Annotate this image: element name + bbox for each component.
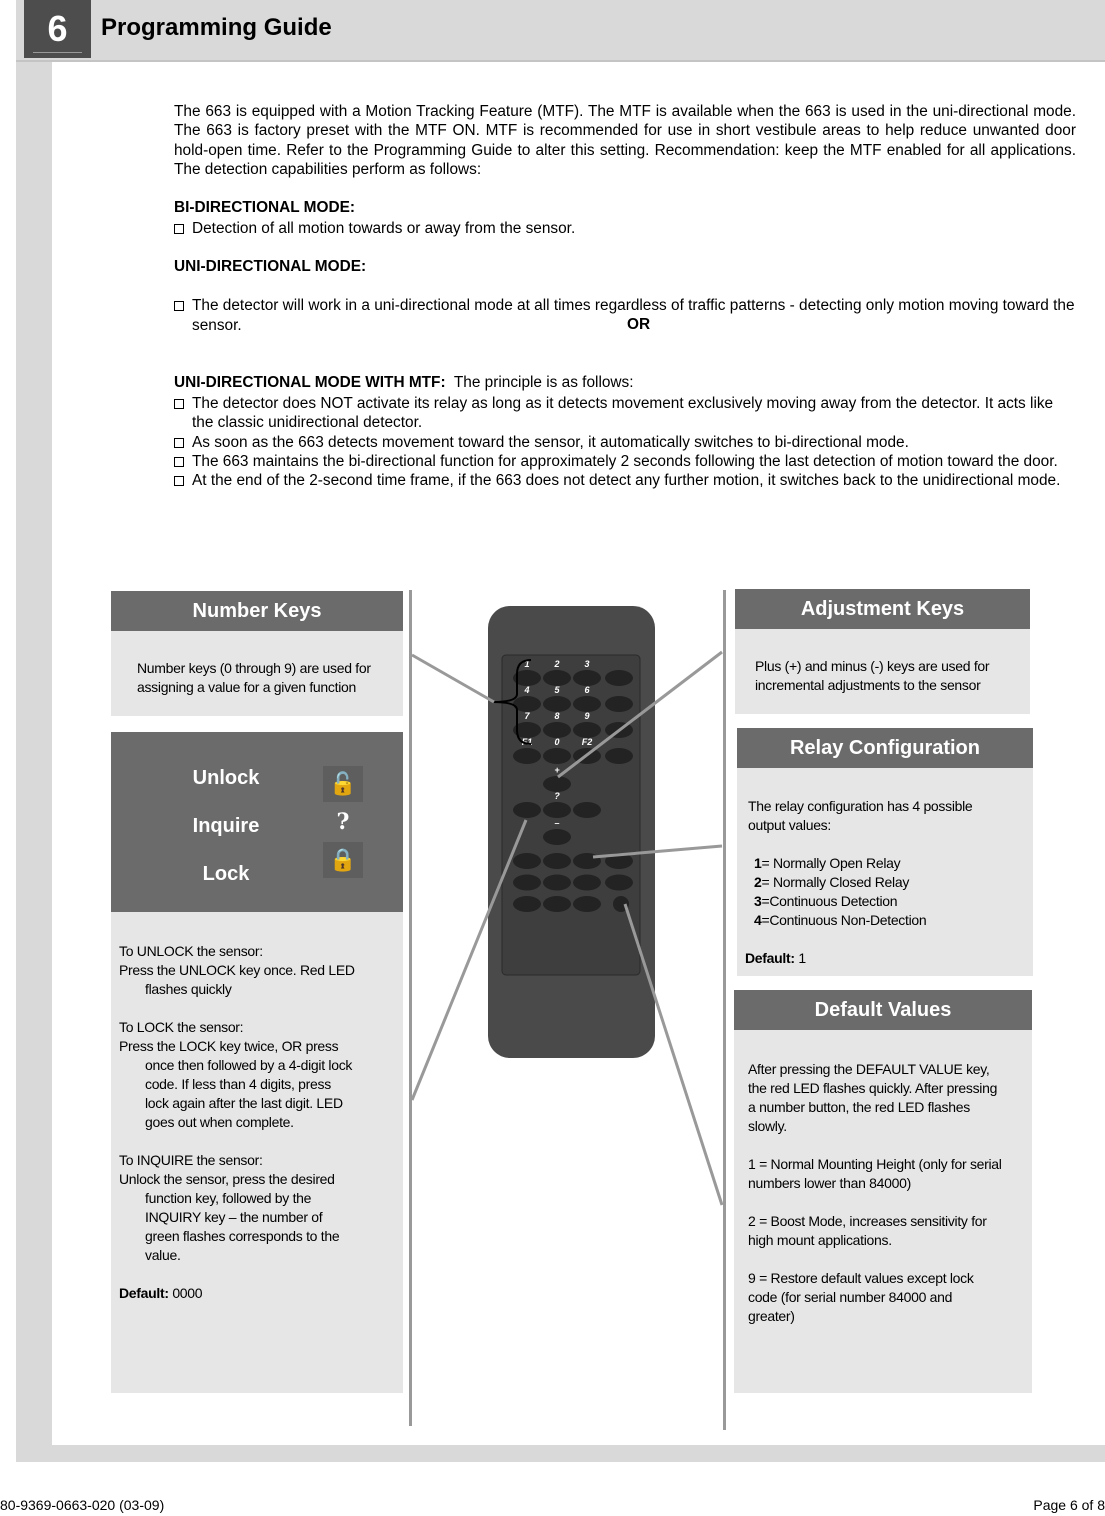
lock-instruction-line: Press the UNLOCK key once. Red LED <box>119 962 355 978</box>
remote-key-label: 0 <box>554 737 560 747</box>
connector-line <box>412 655 494 702</box>
lock-instruction-line: green flashes corresponds to the <box>145 1228 340 1244</box>
remote-key-label: 7 <box>524 711 530 721</box>
remote-key-label: – <box>554 818 560 828</box>
unlock-icon: 🔓 <box>323 766 363 802</box>
unlock-label: Unlock <box>192 767 260 789</box>
question-icon: ? <box>323 804 363 840</box>
remote-key <box>573 802 601 818</box>
lock-instruction-line: INQUIRY key – the number of <box>145 1209 323 1225</box>
relay-config-title: Relay Configuration <box>737 728 1033 768</box>
remote-key <box>513 853 541 869</box>
lock-instruction-line: once then followed by a 4-digit lock <box>145 1057 353 1073</box>
number-keys-title: Number Keys <box>111 591 403 631</box>
default-values-title: Default Values <box>734 990 1032 1030</box>
remote-key <box>543 748 571 764</box>
remote-key <box>605 670 633 686</box>
bullet-item: At the end of the 2-second time frame, if the 663 does not detect any further motion, it switches back to the unidirectional mode. <box>174 471 1076 490</box>
bullet-item: The 663 maintains the bi-directional function for approximately 2 seconds following the last detection of motion toward the door. <box>174 452 1076 471</box>
relay-value-item: 2= Normally Closed Relay <box>754 874 910 890</box>
remote-key <box>573 670 601 686</box>
remote-key <box>513 748 541 764</box>
remote-key-label: + <box>554 765 560 775</box>
default-values-para: 1 = Normal Mounting Height (only for serial numbers lower than 84000) <box>748 1156 1002 1191</box>
remote-key <box>605 875 633 891</box>
remote-key <box>513 896 541 912</box>
bullet-item: As soon as the 663 detects movement toward the sensor, it automatically switches to bi-directional mode. <box>174 433 1076 452</box>
page-title: Programming Guide <box>101 14 332 41</box>
lock-instruction-line: To UNLOCK the sensor: <box>119 943 263 959</box>
remote-key <box>573 696 601 712</box>
intro-paragraph: The 663 is equipped with a Motion Tracking Feature (MTF). The MTF is available when the 663 is used in the uni-directional mode. The 663 is factory preset with the MTF ON. MTF is recommended for use in short vestibule areas to help reduce unwanted door hold-open time. Refer to the Programming Guide to alter this setting. Recommendation: keep the MTF enabled for all applications. The detection capabilities perform as follows: <box>174 103 1076 178</box>
remote-key <box>543 896 571 912</box>
remote-key-label: ? <box>554 791 560 801</box>
lock-instruction-line: flashes quickly <box>145 981 232 997</box>
remote-key <box>513 875 541 891</box>
bullet-item: The detector does NOT activate its relay as long as it detects movement exclusively moving away from the detector. It acts like the classic unidirectional detector. <box>174 394 1076 433</box>
remote-key <box>573 875 601 891</box>
relay-value-item: 4=Continuous Non-Detection <box>754 912 927 928</box>
inquire-label: Inquire <box>192 815 260 837</box>
lock-instruction-line: Unlock the sensor, press the desired <box>119 1171 335 1187</box>
remote-key <box>573 896 601 912</box>
remote-key-label: 2 <box>554 659 560 669</box>
lock-default: Default: 0000 <box>119 1285 203 1301</box>
remote-key-label: F1 <box>521 737 533 747</box>
adjustment-keys-title: Adjustment Keys <box>735 589 1030 629</box>
remote-key-label: 6 <box>584 685 590 695</box>
remote-key <box>543 776 571 792</box>
remote-key-label: 8 <box>554 711 560 721</box>
remote-key-label: F2 <box>581 737 593 747</box>
remote-key <box>543 696 571 712</box>
bi-heading: BI-DIRECTIONAL MODE: <box>174 199 355 216</box>
remote-key <box>543 829 571 845</box>
default-values-para: After pressing the DEFAULT VALUE key, the red LED flashes quickly. After pressing a number button, the red LED flashes slowly. <box>748 1061 998 1134</box>
lock-icon: 🔒 <box>323 842 363 878</box>
lock-instruction-line: lock again after the last digit. LED <box>145 1095 343 1111</box>
remote-key <box>513 802 541 818</box>
remote-key <box>543 722 571 738</box>
remote-key-label: 5 <box>554 685 560 695</box>
remote-key-label: 4 <box>524 685 530 695</box>
doc-number: 80-9369-0663-020 (03-09) <box>0 1497 165 1513</box>
default-values-para: 2 = Boost Mode, increases sensitivity for high mount applications. <box>748 1213 987 1248</box>
remote-key-label: 1 <box>524 659 530 669</box>
lock-instruction-line: Press the LOCK key twice, OR press <box>119 1038 339 1054</box>
remote-key <box>543 802 571 818</box>
number-keys-body: Number keys (0 through 9) are used for assigning a value for a given function <box>111 631 403 716</box>
bullet-item: The detector will work in a uni-directional mode at all times regardless of traffic patterns - detecting only motion moving toward the sensor. <box>174 296 1076 335</box>
adjustment-keys-body: Plus (+) and minus (-) keys are used for incremental adjustments to the sensor <box>735 629 1030 714</box>
lock-instruction-line: goes out when complete. <box>145 1114 294 1130</box>
section-number: 6 <box>24 0 91 58</box>
remote-key <box>543 853 571 869</box>
page-number: Page 6 of 8 <box>1033 1497 1105 1513</box>
relay-default: Default: 1 <box>745 950 806 966</box>
relay-intro: The relay configuration has 4 possible output values: <box>748 798 973 833</box>
bullet-item: Detection of all motion towards or away from the sensor. <box>174 219 1076 238</box>
lock-instruction-line: code. If less than 4 digits, press <box>145 1076 331 1092</box>
remote-key <box>543 875 571 891</box>
lock-instruction-line: function key, followed by the <box>145 1190 312 1206</box>
lock-label: Lock <box>202 863 250 885</box>
remote-key-label: 9 <box>584 711 590 721</box>
remote-key <box>543 670 571 686</box>
lock-instruction-line: value. <box>145 1247 181 1263</box>
relay-value-item: 3=Continuous Detection <box>754 893 898 909</box>
relay-value-item: 1= Normally Open Relay <box>754 855 901 871</box>
remote-key <box>573 722 601 738</box>
lock-instruction-line: To INQUIRE the sensor: <box>119 1152 263 1168</box>
mtf-heading-line: UNI-DIRECTIONAL MODE WITH MTF: The principle is as follows: <box>174 374 634 391</box>
remote-key <box>605 748 633 764</box>
remote-key <box>605 696 633 712</box>
default-values-para: 9 = Restore default values except lock code (for serial number 84000 and greater) <box>748 1270 974 1324</box>
uni-heading: UNI-DIRECTIONAL MODE: <box>174 258 367 275</box>
lock-instruction-line: To LOCK the sensor: <box>119 1019 244 1035</box>
remote-key-label: 3 <box>584 659 590 669</box>
or-label: OR <box>627 316 651 333</box>
